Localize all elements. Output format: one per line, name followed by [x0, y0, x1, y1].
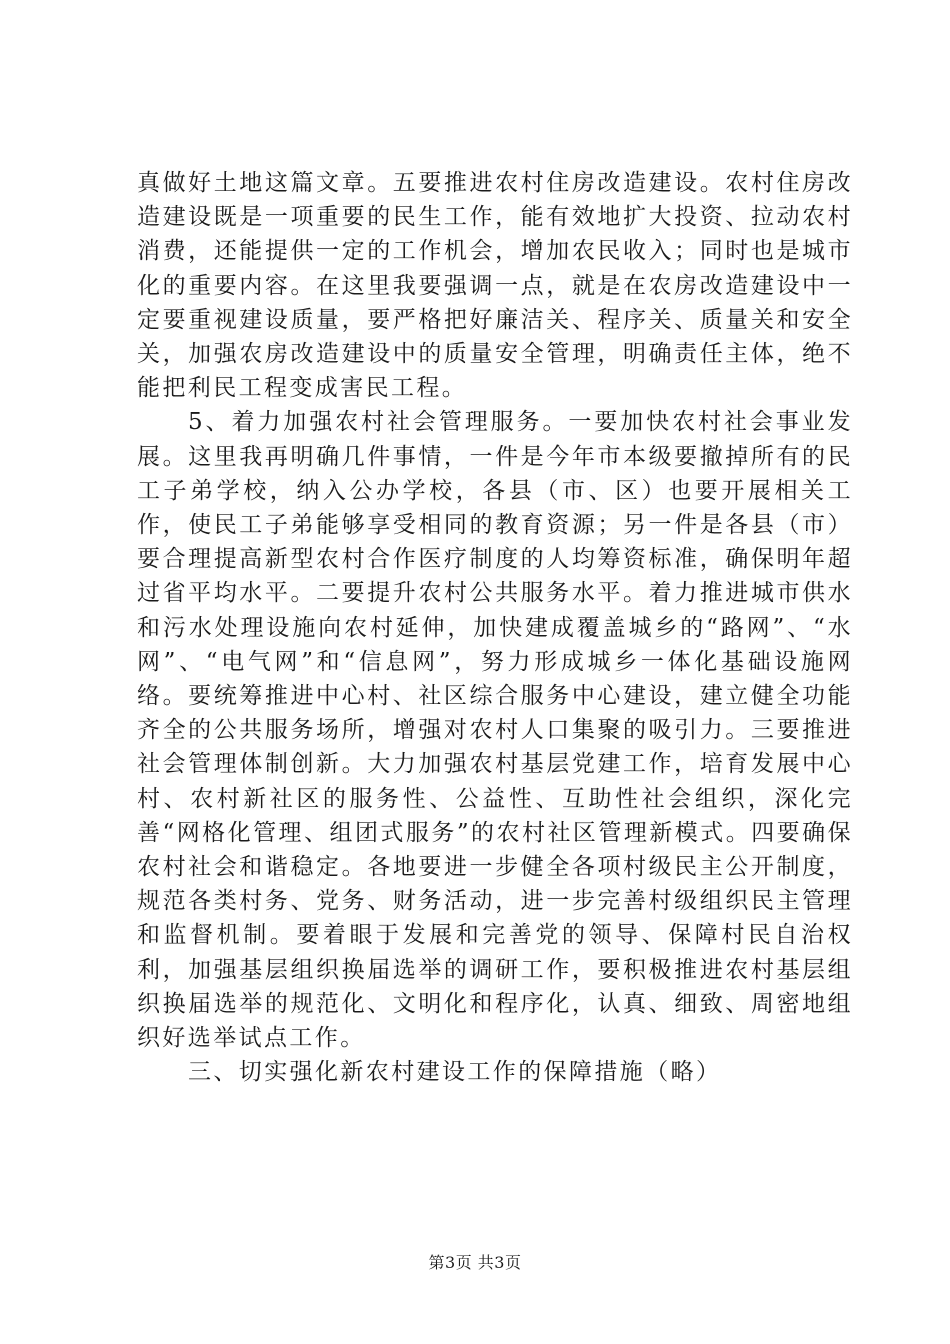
paragraph-section-three-heading: 三、切实强化新农村建设工作的保障措施（略） [188, 1059, 722, 1086]
paragraph-continuation: 真做好土地这篇文章。五要推进农村住房改造建设。农村住房改造建设既是一项重要的民生工作，能有效地扩大投资、拉动农村消费，还能提供一定的工作机会，增加农民收入；同时也是城市化的重要内容。在这里我要强调一点，就是在农房改造建设中一定要重视建设质量，要严格把好廉洁关、程序关、质量关和安全关，加强农房改造建设中的质量安全管理，明确责任主体，绝不能把利民工程变成害民工程。 [137, 170, 853, 402]
page-footer: 第3页 共3页 [428, 1253, 522, 1272]
document-body [137, 166, 853, 1089]
paragraph-rural-social-management: 5、着力加强农村社会管理服务。一要加快农村社会事业发展。这里我再明确几件事情，一件是今年市本级要撤掉所有的民工子弟学校，纳入公办学校，各县（市、区）也要开展相关工作，使民工子弟能够享受相同的教育资源；另一件是各县（市）要合理提高新型农村合作医疗制度的人均筹资标准，确保明年超过省平均水平。二要提升农村公共服务水平。着力推进城市供水和污水处理设施向农村延伸，加快建成覆盖城乡的“路网”、“水网”、“电气网”和“信息网”，努力形成城乡一体化基础设施网络。要统筹推进中心村、社区综合服务中心建设，建立健全功能齐全的公共服务场所，增强对农村人口集聚的吸引力。三要推进社会管理体制创新。大力加强农村基层党建工作，培育发展中心村、农村新社区的服务性、公益性、互助性社会组织，深化完善“网格化管理、组团式服务”的农村社区管理新模式。四要确保农村社会和谐稳定。各地要进一步健全各项村级民主公开制度，规范各类村务、党务、财务活动，进一步完善村级组织民主管理和监督机制。要着眼于发展和完善党的领导、保障村民自治权利，加强基层组织换届选举的调研工作，要积极推进农村基层组织换届选举的规范化、文明化和程序化，认真、细致、周密地组织好选举试点工作。 [137, 409, 853, 1052]
